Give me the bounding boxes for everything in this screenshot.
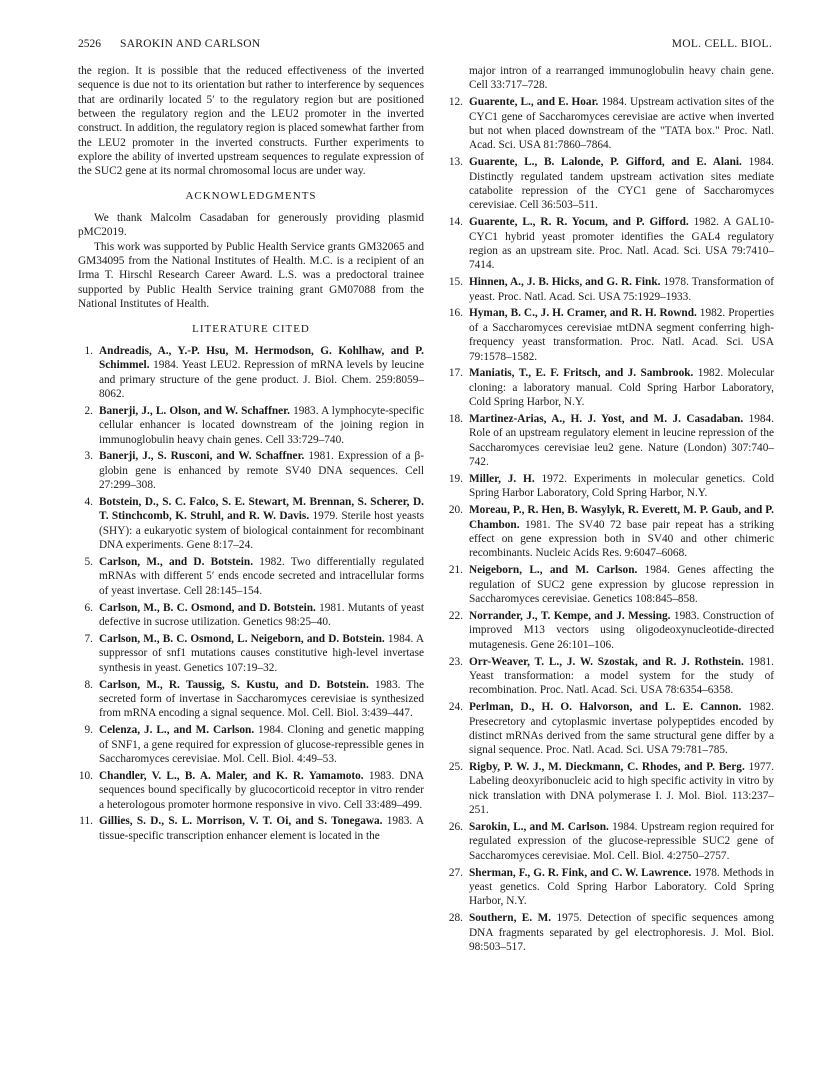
- reference-item: [78, 678, 424, 721]
- reference-item: [448, 412, 774, 469]
- reference-text: 1982. A GAL10-CYC1 hybrid yeast promoter identifies the GAL4 regulatory region as an upstream site. Proc. Natl. Acad. Sci. USA 79:7410–7414.: [469, 216, 774, 272]
- reference-item: [78, 601, 424, 630]
- reference-number: 14.: [448, 216, 463, 229]
- reference-number: 23.: [448, 655, 463, 668]
- reference-text: 1983. DNA sequences bound specifically by glucocorticoid receptor in vitro render a heterologous promoter hormone responsive in vivo. Cell 33:489–499.: [99, 769, 424, 811]
- acknowledgment-paragraph: This work was supported by Public Health Service grants GM32065 and GM34095 from the National Institutes of Health. M.C. is a recipient of an Irma T. Hirschl Research Career Award. L.S. was a predoctoral trainee supported by Public Health Service training grant GM07088 from the National Institutes of Health.: [78, 240, 424, 311]
- journal-name: MOL. CELL. BIOL.: [671, 38, 772, 50]
- reference-text: 1984. Genes affecting the regulation of SUC2 gene expression by glucose repression in Saccharomyces cerevisiae. Genetics 108:845–858.: [469, 564, 774, 605]
- reference-number: 15.: [448, 276, 463, 289]
- running-header: [78, 38, 772, 56]
- reference-text: 1978. Transformation of yeast. Proc. Natl. Acad. Sci. USA 75:1929–1933.: [469, 276, 775, 303]
- reference-text: 1982. Two differentially regulated mRNAs with different 5′ ends encode secreted and intracellular forms of yeast invertase. Cell 28:145–154.: [99, 556, 424, 597]
- reference-authors: Hinnen, A., J. B. Hicks, and G. R. Fink.: [469, 276, 661, 289]
- reference-text: 1984. Cloning and genetic mapping of SNF1, a gene required for expression of glucose-repressible genes in Saccharomyces cerevisiae. Mol. Cell. Biol. 4:49–53.: [99, 724, 424, 765]
- reference-authors: Guarente, L., R. R. Yocum, and P. Gifford.: [469, 216, 689, 229]
- reference-text: 1972. Experiments in molecular genetics. Cold Spring Harbor Laboratory, Cold Spring Harbor, N.Y.: [469, 473, 774, 500]
- reference-authors: Orr-Weaver, T. L., J. W. Szostak, and R. J. Rothstein.: [469, 655, 744, 668]
- reference-authors: Carlson, M., B. C. Osmond, L. Neigeborn, and D. Botstein.: [99, 632, 385, 645]
- reference-item: [448, 472, 774, 501]
- reference-item: [448, 366, 774, 409]
- reference-list-left: [78, 344, 424, 843]
- reference-number: 2.: [84, 404, 93, 417]
- reference-authors: Rigby, P. W. J., M. Dieckmann, C. Rhodes, and P. Berg.: [469, 761, 745, 774]
- reference-authors: Maniatis, T., E. F. Fritsch, and J. Sambrook.: [469, 367, 694, 380]
- reference-number: 21.: [448, 564, 463, 577]
- reference-text: 1978. Methods in yeast genetics. Cold Spring Harbor Laboratory. Cold Spring Harbor, N.Y.: [469, 866, 775, 908]
- left-column: [78, 64, 424, 846]
- reference-text: 1983. Construction of improved M13 vectors using oligodeoxynucleotide-directed mutagenesis. Gene 26:101–106.: [469, 609, 774, 651]
- reference-text: 1981. Mutants of yeast defective in sucrose utilization. Genetics 98:25–40.: [99, 601, 424, 628]
- reference-item: [448, 503, 774, 560]
- reference-text: 1982. Presecretory and cytoplasmic invertase polypeptides encoded by distinct mRNAs derived from the same structural gene differ by a signal sequence. Proc. Natl. Acad. Sci. USA 79:781–785.: [469, 701, 774, 757]
- reference-text: 1984. Upstream activation sites of the CYC1 gene of Saccharomyces cerevisiae are active when inverted but not when placed downstream of the "TATA box." Proc. Natl. Acad. Sci. USA 81:7860–7864.: [469, 96, 774, 152]
- reference-authors: Perlman, D., H. O. Halvorson, and L. E. Cannon.: [469, 701, 742, 714]
- running-authors: SAROKIN AND CARLSON: [120, 38, 261, 50]
- acknowledgment-paragraph: We thank Malcolm Casadaban for generously providing plasmid pMC2019.: [78, 212, 424, 239]
- reference-item: [448, 866, 774, 909]
- reference-authors: Botstein, D., S. C. Falco, S. E. Stewart, M. Brennan, S. Scherer, D. T. Stinchcomb, K. Struhl, and R. W. Davis.: [99, 496, 424, 523]
- reference-text: 1975. Detection of specific sequences among DNA fragments separated by gel electrophoresis. J. Mol. Biol. 98:503–517.: [469, 912, 774, 954]
- reference-number: 27.: [448, 866, 463, 879]
- reference-authors: Celenza, J. L., and M. Carlson.: [99, 724, 255, 737]
- reference-number: 26.: [448, 821, 463, 834]
- reference-text: 1984. Distinctly regulated tandem upstream activation sites mediate catabolite repression of the CYC1 gene of Saccharomyces cerevisiae. Cell 36:503–511.: [469, 156, 774, 212]
- reference-authors: Hyman, B. C., J. H. Cramer, and R. H. Rownd.: [469, 307, 697, 320]
- reference-number: 13.: [448, 156, 463, 169]
- reference-text: 1981. The SV40 72 base pair repeat has a striking effect on gene expression both in SV40 and other chimeric recombinants. Nucleic Acids Res. 9:6047–6068.: [469, 518, 774, 560]
- reference-text: 1977. Labeling deoxyribonucleic acid to high specific activity in vitro by nick translation with DNA polymerase I. J. Mol. Biol. 113:237–251.: [469, 761, 774, 817]
- reference-text: 1984. Role of an upstream regulatory element in leucine repression of the Saccharomyces cerevisiae leu2 gene. Nature (London) 307:740–742.: [469, 413, 775, 469]
- body-paragraph: the region. It is possible that the reduced effectiveness of the inverted sequence is due not to its orientation but rather to interference by sequences that are ordinarily located 5′ to the regulatory region but are positioned between the regulatory region and the LEU2 promoter in the inverted construct. In addition, the regulatory region is placed somewhat farther from the LEU2 promoter in the inverted constructs. Further experiments to explore the ability of inverted upstream sequences to regulate expression of the SUC2 gene at its normal chromosomal locus are under way.: [78, 65, 424, 178]
- reference-item: [78, 723, 424, 766]
- acknowledgments-heading: ACKNOWLEDGMENTS: [185, 189, 317, 202]
- reference-number: 11.: [79, 815, 93, 828]
- reference-text: 1982. Properties of a Saccharomyces cerevisiae mtDNA segment conferring high-frequency yeast transformation. Proc. Natl. Acad. Sci. USA 79:1578–1582.: [469, 307, 774, 363]
- reference-item: [78, 632, 424, 675]
- reference-item: [448, 700, 774, 757]
- reference-item: [78, 404, 424, 447]
- reference-item: [448, 215, 774, 272]
- reference-number: 24.: [448, 701, 463, 714]
- reference-number: 1.: [84, 344, 93, 357]
- reference-text: 1983. A tissue-specific transcription enhancer element is located in the: [99, 815, 425, 842]
- reference-item: [78, 555, 424, 598]
- reference-number: 18.: [448, 413, 463, 426]
- reference-authors: Banerji, J., S. Rusconi, and W. Schaffner.: [99, 450, 305, 463]
- reference-number: 8.: [84, 678, 93, 691]
- reference-text: 1984. Yeast LEU2. Repression of mRNA levels by leucine and primary structure of the gene product. J. Biol. Chem. 259:8059–8062.: [99, 359, 424, 400]
- reference-number: 19.: [448, 473, 463, 486]
- reference-item: [448, 911, 774, 954]
- reference-authors: Southern, E. M.: [469, 912, 552, 925]
- reference-text: 1983. The secreted form of invertase in Saccharomyces cerevisiae is synthesized from mRNA encoding a signal sequence. Mol. Cell. Biol. 3:439–447.: [99, 678, 424, 720]
- reference-number: 3.: [84, 450, 93, 463]
- right-column: [448, 64, 774, 957]
- reference-number: 4.: [84, 496, 93, 509]
- reference-item: [78, 814, 424, 843]
- reference-item: [448, 155, 774, 212]
- reference-number: 17.: [448, 367, 463, 380]
- reference-authors: Neigeborn, L., and M. Carlson.: [469, 564, 638, 577]
- reference-number: 7.: [84, 632, 93, 645]
- reference-item: [448, 95, 774, 152]
- reference-text: 1979. Sterile host yeasts (SHY): a eukaryotic system of biological containment for recombinant DNA experiments. Gene 8:17–24.: [99, 510, 424, 552]
- reference-authors: Gillies, S. D., S. L. Morrison, V. T. Oi, and S. Tonegawa.: [99, 815, 383, 828]
- reference-list-right: [448, 95, 774, 954]
- reference-number: 22.: [448, 609, 463, 622]
- reference-number: 9.: [84, 724, 93, 737]
- reference-item: [78, 344, 424, 401]
- reference-authors: Sherman, F., G. R. Fink, and C. W. Lawrence.: [469, 866, 692, 879]
- reference-authors: Miller, J. H.: [469, 473, 535, 486]
- reference-number: 16.: [448, 307, 463, 320]
- reference-item: [448, 306, 774, 363]
- reference-text: 1981. Yeast transformation: a model system for the study of recombination. Proc. Natl. Acad. Sci. USA 78:6354–6358.: [469, 655, 774, 697]
- reference-authors: Martinez-Arias, A., H. J. Yost, and M. J. Casadaban.: [469, 413, 744, 426]
- reference-number: 28.: [448, 912, 463, 925]
- reference-authors: Sarokin, L., and M. Carlson.: [469, 821, 609, 834]
- reference-authors: Guarente, L., and E. Hoar.: [469, 96, 599, 109]
- reference-text: 1984. Upstream region required for regulated expression of the glucose-repressible SUC2 gene of Saccharomyces cerevisiae. Mol. Cell. Biol. 4:2750–2757.: [469, 821, 774, 862]
- reference-text: 1981. Expression of a β-globin gene is enhanced by remote SV40 DNA sequences. Cell 27:299–308.: [99, 450, 424, 492]
- reference-number: 6.: [84, 601, 93, 614]
- literature-cited-heading: LITERATURE CITED: [192, 322, 310, 335]
- reference-item: [448, 655, 774, 698]
- reference-item: [448, 275, 774, 304]
- reference-number: 5.: [84, 556, 93, 569]
- reference-authors: Chandler, V. L., B. A. Maler, and K. R. Yamamoto.: [99, 769, 364, 782]
- reference-number: 12.: [448, 96, 463, 109]
- reference-item: [448, 609, 774, 652]
- reference-item: [78, 495, 424, 552]
- reference-authors: Andreadis, A., Y.-P. Hsu, M. Hermodson, G. Kohlhaw, and P. Schimmel.: [99, 344, 424, 372]
- reference-item: [78, 769, 424, 812]
- reference-text: 1983. A lymphocyte-specific cellular enhancer is located downstream of the joining region in immunoglobulin heavy chain genes. Cell 33:729–740.: [99, 404, 425, 446]
- reference-number: 10.: [78, 769, 93, 782]
- reference-item: [448, 760, 774, 817]
- reference-authors: Banerji, J., L. Olson, and W. Schaffner.: [99, 404, 290, 417]
- reference-authors: Moreau, P., R. Hen, B. Wasylyk, R. Everett, M. P. Gaub, and P. Chambon.: [469, 504, 774, 531]
- reference-item: [448, 820, 774, 863]
- reference-number: 25.: [448, 761, 463, 774]
- reference-text: 1982. Molecular cloning: a laboratory manual. Cold Spring Harbor Laboratory, Cold Spring Harbor, N.Y.: [469, 367, 774, 409]
- reference-text: 1984. A suppressor of snf1 mutations causes constitutive high-level invertase synthesis in yeast. Genetics 107:19–32.: [99, 632, 424, 674]
- page-number: 2526: [78, 38, 101, 50]
- reference-item: [78, 449, 424, 492]
- reference-continuation: major intron of a rearranged immunoglobulin heavy chain gene. Cell 33:717–728.: [469, 65, 774, 92]
- reference-item: [448, 563, 774, 606]
- reference-authors: Norrander, J., T. Kempe, and J. Messing.: [469, 609, 671, 622]
- reference-authors: Carlson, M., and D. Botstein.: [99, 556, 254, 569]
- reference-authors: Guarente, L., B. Lalonde, P. Gifford, and E. Alani.: [469, 156, 742, 169]
- reference-authors: Carlson, M., B. C. Osmond, and D. Botstein.: [99, 601, 316, 614]
- reference-authors: Carlson, M., R. Taussig, S. Kustu, and D. Botstein.: [99, 678, 369, 691]
- reference-number: 20.: [448, 504, 463, 517]
